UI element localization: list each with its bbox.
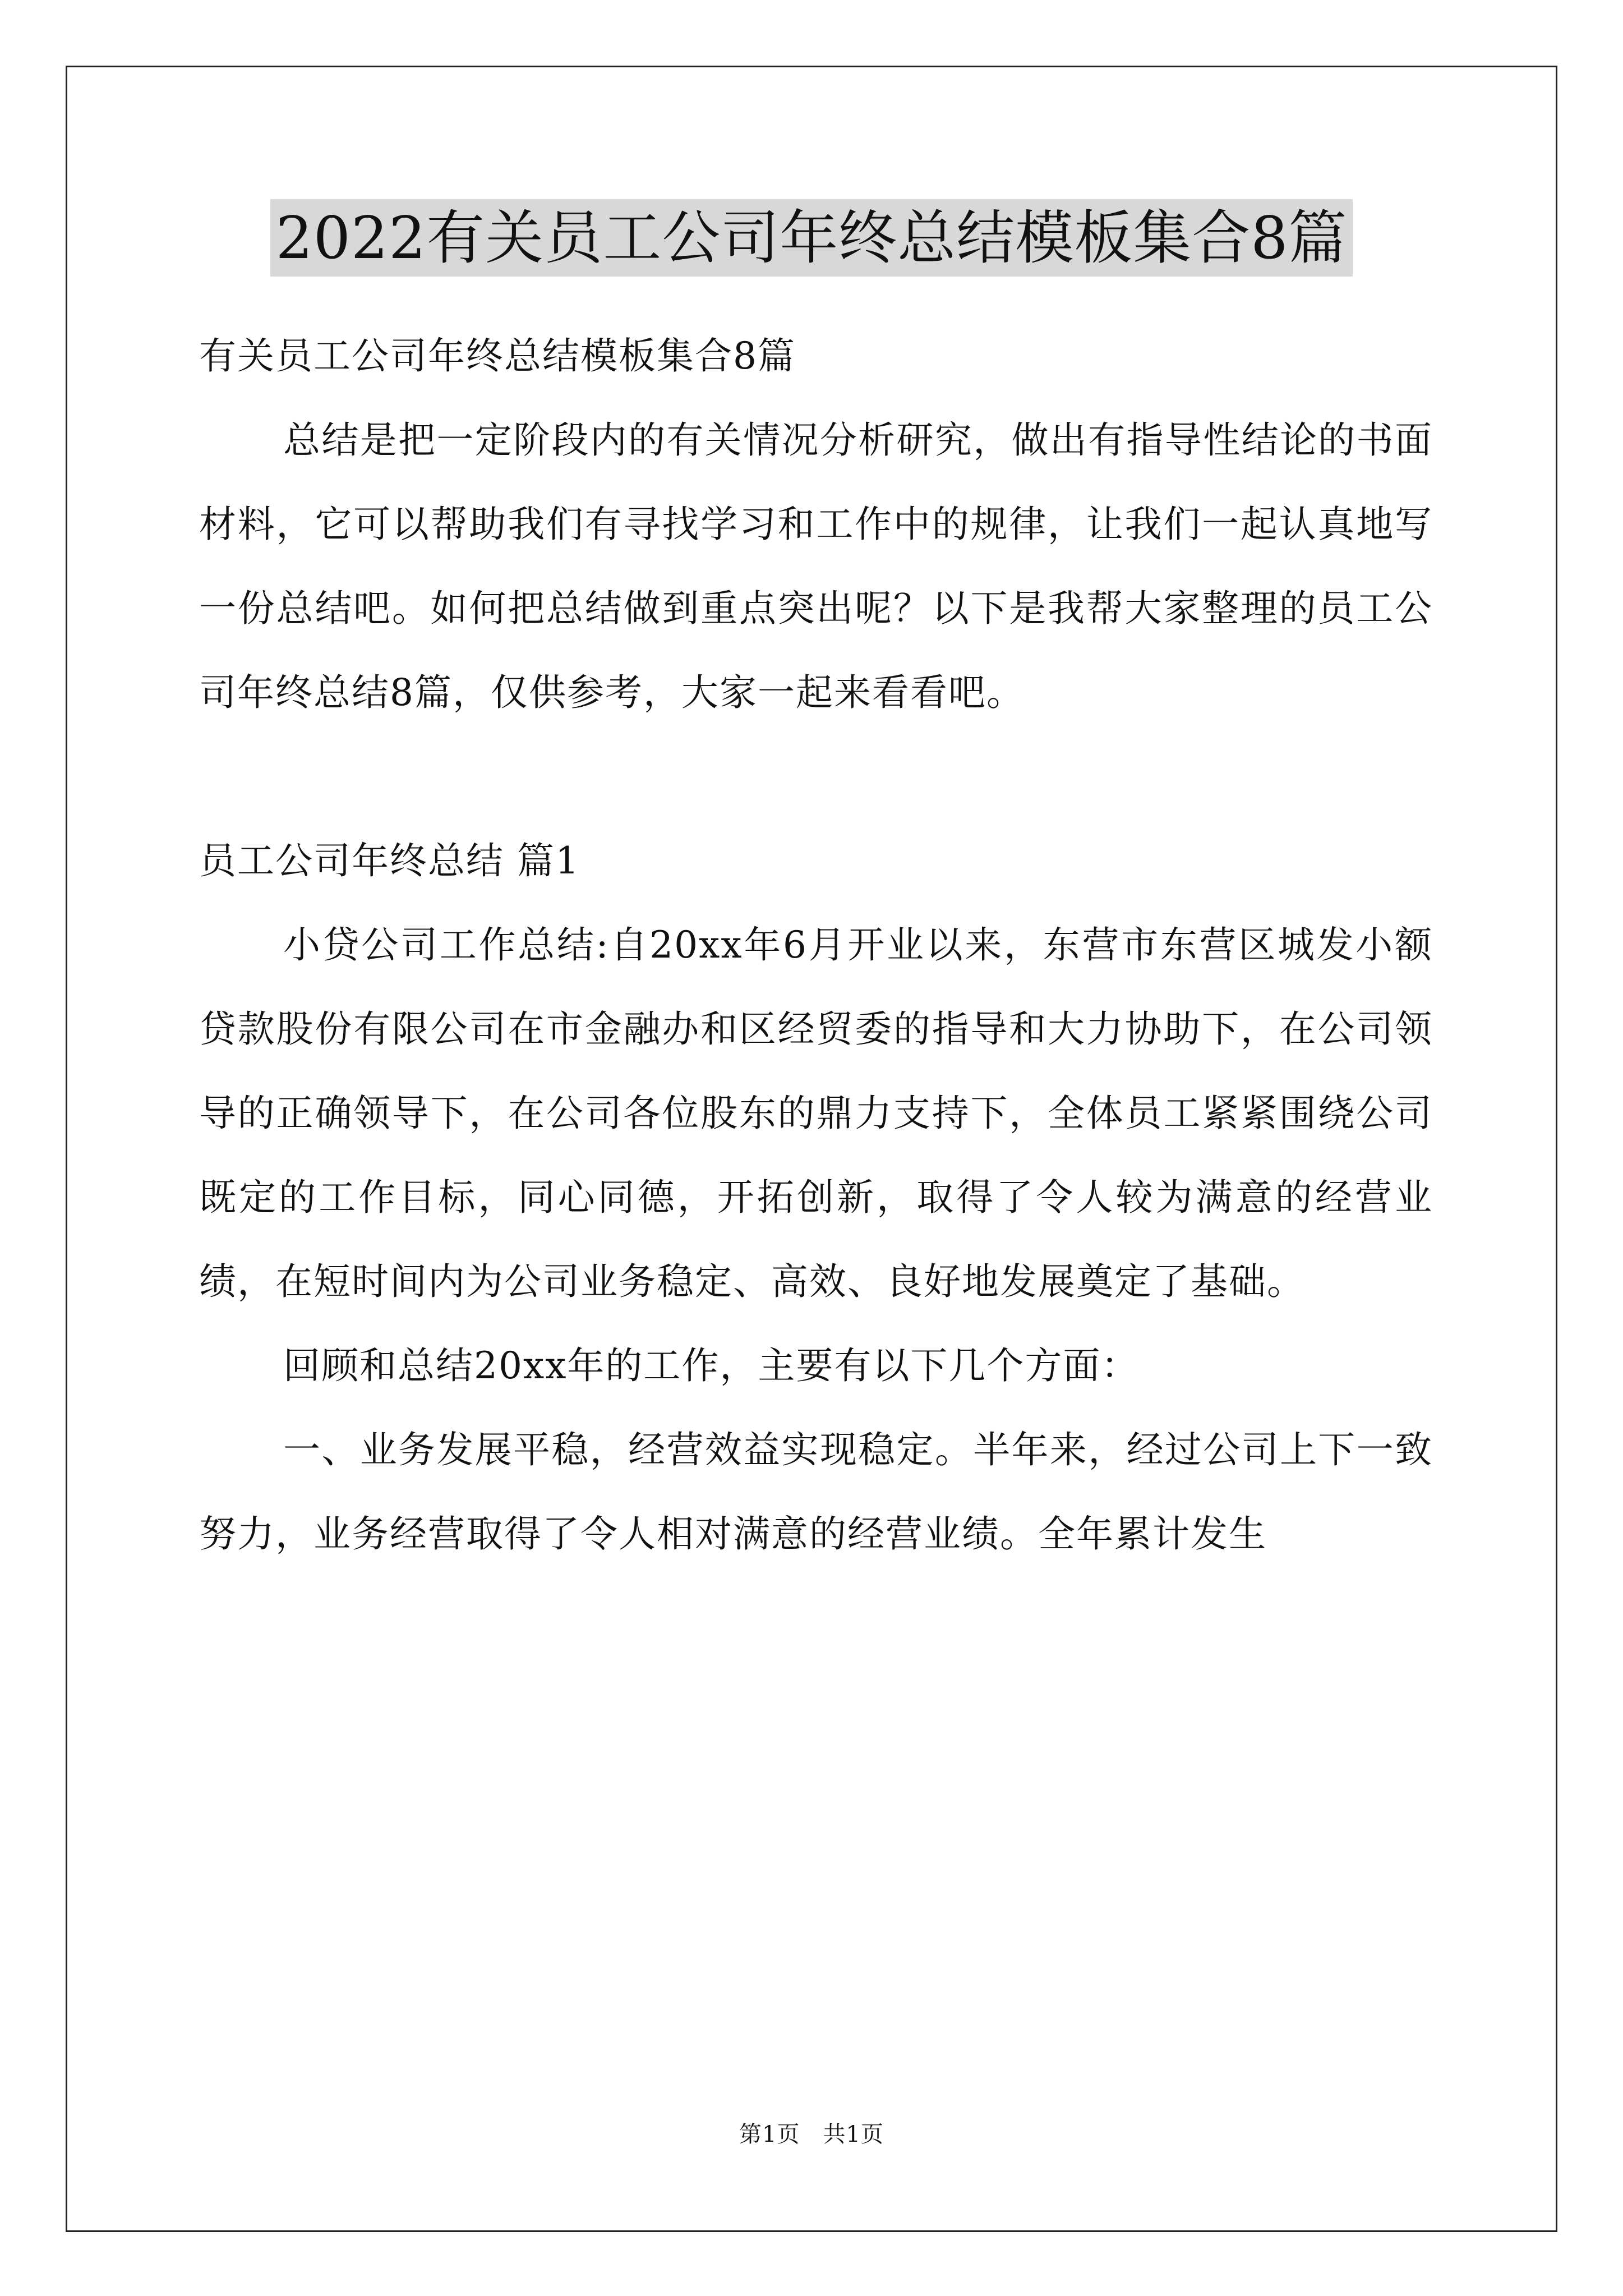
document-body <box>199 314 1433 1576</box>
title-wrap <box>0 199 1623 277</box>
document-title: 2022有关员工公司年终总结模板集合8篇 <box>270 199 1353 277</box>
body-paragraph: 小贷公司工作总结:自20xx年6月开业以来，东营市东营区城发小额贷款股份有限公司在市金融办和区经贸委的指导和大力协助下，在公司领导的正确领导下，在公司各位股东的鼎力支持下，全体员工紧紧围绕公司既定的工作目标，同心同德，开拓创新，取得了令人较为满意的经营业绩，在短时间内为公司业务稳定、高效、良好地发展奠定了基础。 <box>199 923 1433 1303</box>
body-paragraph: 回顾和总结20xx年的工作，主要有以下几个方面： <box>283 1344 1140 1387</box>
document-subtitle: 有关员工公司年终总结模板集合8篇 <box>199 334 796 378</box>
intro-paragraph: 总结是把一定阶段内的有关情况分析研究，做出有指导性结论的书面材料，它可以帮助我们有寻找学习和工作中的规律，让我们一起认真地写一份总结吧。如何把总结做到重点突出呢？以下是我帮大家整理的员工公司年终总结8篇，仅供参考，大家一起来看看吧。 <box>199 418 1433 714</box>
body-paragraph: 一、业务发展平稳，经营效益实现稳定。半年来，经过公司上下一致努力，业务经营取得了令人相对满意的经营业绩。全年累计发生 <box>199 1428 1433 1556</box>
page-footer: 第1页 共1页 <box>739 2122 884 2147</box>
spacer <box>199 735 1433 819</box>
section-heading: 员工公司年终总结 篇1 <box>199 839 580 882</box>
